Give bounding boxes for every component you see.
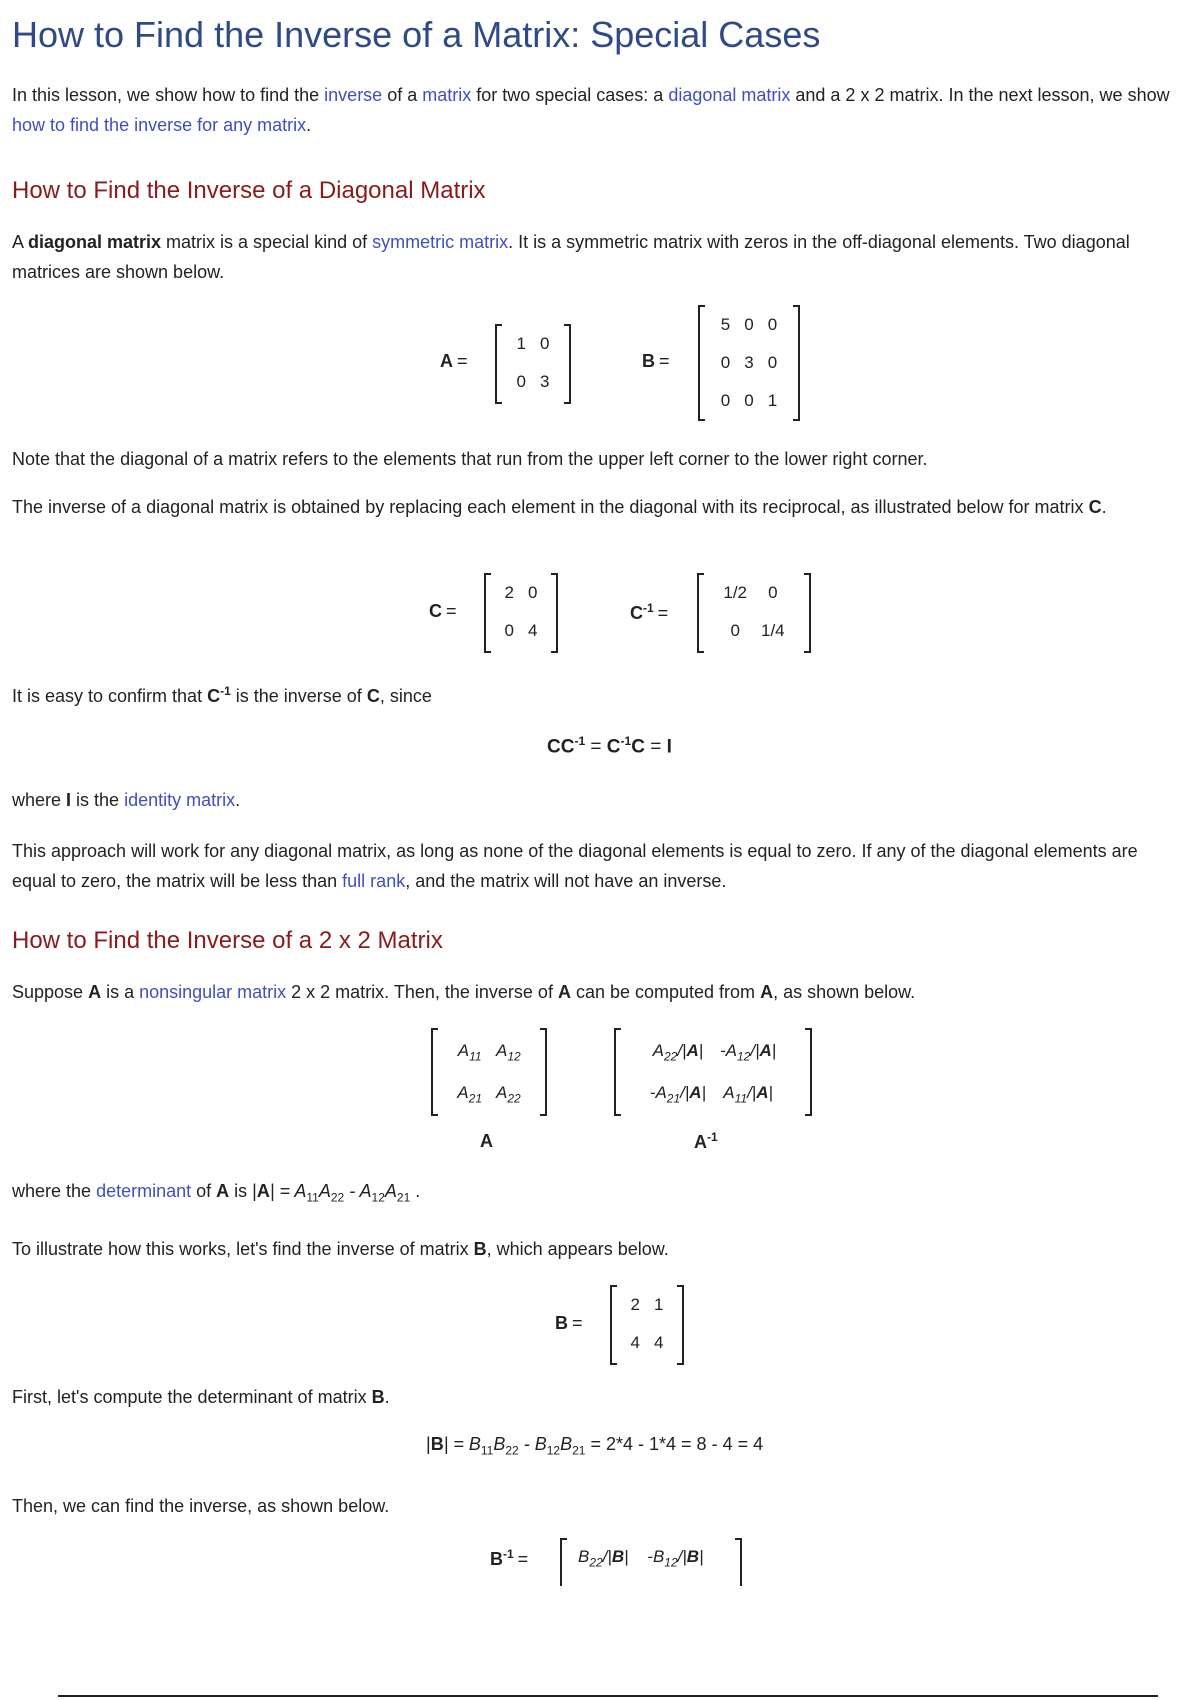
matrix-b-inverse-right-bracket-top bbox=[735, 1538, 742, 1540]
reciprocal-paragraph: The inverse of a diagonal matrix is obtained by replacing each element in the diagonal with its reciprocal, as illustrated below for matrix C. bbox=[12, 497, 1107, 517]
matrix-cell: 0 bbox=[767, 315, 778, 334]
matrix-a-label: A = bbox=[440, 351, 468, 371]
identity-equation: $CC^{-1} = C^{-1}C = I$ bbox=[547, 734, 672, 758]
matrix-cell: 0 bbox=[540, 334, 550, 353]
page-title: How to Find the Inverse of a Matrix: Special Cases bbox=[12, 14, 821, 55]
matrix-cell: $A_{21}$ bbox=[457, 1082, 482, 1106]
matrix-b2 bbox=[610, 1286, 684, 1364]
identity-paragraph: where I is the identity matrix. bbox=[12, 790, 241, 810]
matrix-b-inverse-label: $B^{-1}$ = bbox=[490, 1547, 529, 1569]
matrix-b-inverse-left-bracket bbox=[560, 1538, 562, 1586]
link-determinant[interactable]: determinant bbox=[96, 1181, 192, 1201]
matrix-cell: $A_{22}$ bbox=[496, 1082, 521, 1106]
illustrate-paragraph: To illustrate how this works, let's find the inverse of matrix B, which appears below. bbox=[12, 1239, 669, 1259]
matrix-cell: 0 bbox=[767, 353, 778, 372]
matrix-cell: $-B_{12}/|B|$ bbox=[647, 1547, 704, 1570]
matrix-cell: 1/4 bbox=[761, 621, 785, 640]
matrix-b-inverse-first-row bbox=[578, 1547, 703, 1569]
matrix-cell: 4 bbox=[630, 1333, 640, 1352]
matrix-b bbox=[698, 306, 800, 420]
matrix-cell: 2 bbox=[630, 1295, 640, 1314]
nonsingular-paragraph: Suppose A is a nonsingular matrix 2 x 2 matrix. Then, the inverse of A can be computed from A, as shown below. bbox=[12, 982, 916, 1002]
intro-paragraph: In this lesson, we show how to find the inverse of a matrix for two special cases: a diagonal matrix and a 2 x 2 matrix. In the next lesson, we show how to find the inverse for any matrix. bbox=[12, 85, 1170, 135]
confirm-paragraph: It is easy to confirm that $C^{-1}$ is the inverse of C, since bbox=[12, 684, 432, 706]
matrix-cell: $A_{11}$ bbox=[457, 1040, 482, 1064]
matrix-b2-label: B = bbox=[555, 1313, 583, 1333]
matrix-cell: 1 bbox=[654, 1295, 664, 1314]
diagonal-definition-paragraph: A diagonal matrix matrix is a special kind of symmetric matrix. It is a symmetric matrix with zeros in the off-diagonal elements. Two diagonal matrices are shown below. bbox=[12, 232, 1130, 282]
first-determinant-paragraph: First, let's compute the determinant of matrix B. bbox=[12, 1387, 390, 1407]
section-heading-2x2: How to Find the Inverse of a 2 x 2 Matrix bbox=[12, 927, 443, 954]
matrix-c-inverse-label: $C^{-1}$ = bbox=[630, 601, 669, 623]
determinant-paragraph: where the determinant of A is $|A| = A_{11}A_{22} - A_{12}A_{21}$ . bbox=[12, 1181, 421, 1205]
matrix-cell: 1 bbox=[516, 334, 526, 353]
matrix-cell: 2 bbox=[504, 583, 514, 602]
then-paragraph: Then, we can find the inverse, as shown below. bbox=[12, 1496, 390, 1516]
general-matrix-a bbox=[431, 1029, 547, 1115]
matrix-cell: 0 bbox=[516, 372, 526, 391]
matrix-a bbox=[495, 325, 571, 403]
matrix-cell: 5 bbox=[720, 315, 731, 334]
link-symmetric-matrix[interactable]: symmetric matrix bbox=[372, 232, 509, 252]
section-heading-diagonal: How to Find the Inverse of a Diagonal Matrix bbox=[12, 177, 486, 204]
link-matrix[interactable]: matrix bbox=[422, 85, 472, 105]
full-rank-paragraph: This approach will work for any diagonal matrix, as long as none of the diagonal elements is equal to zero. If any of the diagonal elements are equal to zero, the matrix will be less than full rank, and the matrix will not have an inverse. bbox=[12, 841, 1138, 891]
matrix-cell: 0 bbox=[744, 391, 754, 410]
matrix-c-label: C = bbox=[429, 601, 457, 621]
matrix-b-inverse-left-bracket-top bbox=[560, 1538, 567, 1540]
matrix-cell: 1 bbox=[767, 391, 778, 410]
bottom-divider bbox=[58, 1695, 1158, 1697]
link-diagonal-matrix[interactable]: diagonal matrix bbox=[668, 85, 791, 105]
link-inverse[interactable]: inverse bbox=[324, 85, 383, 105]
matrix-cell: $A_{11}/|A|$ bbox=[723, 1082, 773, 1106]
matrix-c-inverse bbox=[697, 574, 811, 652]
matrix-cell: 0 bbox=[744, 315, 754, 334]
matrix-cell: 0 bbox=[730, 621, 740, 640]
caption-matrix-a: A bbox=[480, 1131, 493, 1151]
link-nonsingular-matrix[interactable]: nonsingular matrix bbox=[139, 982, 287, 1002]
matrix-cell: 0 bbox=[504, 621, 514, 640]
matrix-cell: 0 bbox=[720, 391, 731, 410]
link-identity-matrix[interactable]: identity matrix bbox=[124, 790, 236, 810]
matrix-cell: 3 bbox=[540, 372, 550, 391]
matrix-cell: 0 bbox=[768, 583, 778, 602]
diagonal-note: Note that the diagonal of a matrix refers to the elements that run from the upper left corner to the lower right corner. bbox=[12, 449, 928, 469]
matrix-cell: $-A_{21}/|A|$ bbox=[649, 1082, 706, 1106]
matrix-cell: 4 bbox=[528, 621, 538, 640]
matrix-cell: $-A_{12}/|A|$ bbox=[720, 1040, 777, 1064]
determinant-equation: $|B| = B_{11}B_{22} - B_{12}B_{21} = 2*4 - 1*4 = 8 - 4 = 4$ bbox=[426, 1434, 764, 1458]
matrix-cell: 0 bbox=[528, 583, 538, 602]
link-inverse-any-matrix[interactable]: how to find the inverse for any matrix bbox=[12, 115, 307, 135]
matrix-b-label: B = bbox=[642, 351, 670, 371]
matrix-cell: $A_{22}/|A|$ bbox=[652, 1040, 704, 1064]
matrix-b-inverse-right-bracket bbox=[740, 1538, 742, 1586]
matrix-cell: 3 bbox=[744, 353, 754, 372]
matrix-cell: $A_{12}$ bbox=[496, 1040, 521, 1064]
matrix-c bbox=[484, 574, 558, 652]
general-matrix-a-inverse bbox=[614, 1029, 812, 1115]
matrix-cell: 4 bbox=[654, 1333, 664, 1352]
matrix-cell: 0 bbox=[720, 353, 731, 372]
caption-matrix-a-inverse: $A^{-1}$ bbox=[694, 1130, 718, 1152]
matrix-cell: $B_{22}/|B|$ bbox=[578, 1547, 629, 1570]
link-full-rank[interactable]: full rank bbox=[342, 871, 406, 891]
matrix-cell: 1/2 bbox=[723, 583, 747, 602]
